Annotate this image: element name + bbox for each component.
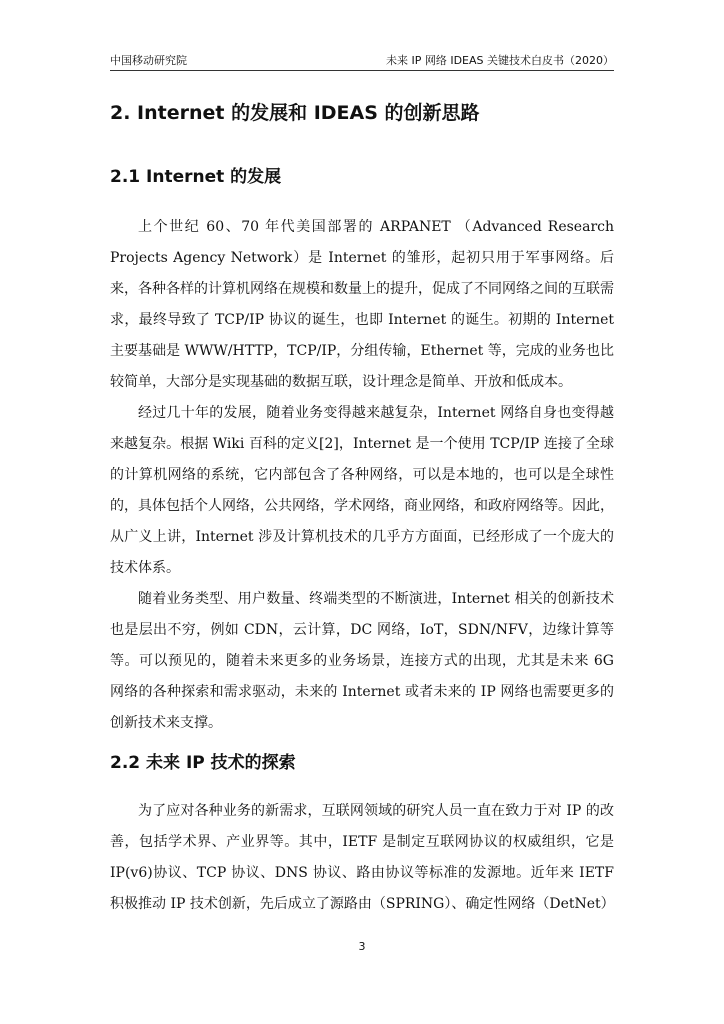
page-number: 3 (358, 940, 366, 953)
subsection-title-2-2: 2.2 未来 IP 技术的探索 (110, 753, 296, 773)
header-organization: 中国移动研究院 (110, 54, 187, 67)
paragraph: 上个世纪 60、70 年代美国部署的 ARPANET （Advanced Research Projects Agency Network）是 Internet 的雏形，起初只用于军事网络。后来，各种各样的计算机网络在规模和数量上的提升，促成了不同网络之间的互联需求，最终导致了 TCP/IP 协议的诞生，也即 Internet 的诞生。初期的 Internet 主要基础是 WWW/HTTP，TCP/IP，分组传输，Ethernet 等，完成的业务也比较简单，大部分是实现基础的数据互联，设计理念是简单、开放和低成本。 (110, 219, 614, 390)
paragraph: 为了应对各种业务的新需求，互联网领域的研究人员一直在致力于对 IP 的改善，包括学术界、产业界等。其中，IETF 是制定互联网协议的权威组织，它是 IP(v6)协议、TCP 协议、DNS 协议、路由协议等标准的发源地。近年来 IETF 积极推动 IP 技术创新，先后成立了源路由（SPRING）、确定性网络（DetNet） (110, 803, 615, 912)
header-document-title: 未来 IP 网络 IDEAS 关键技术白皮书（2020） (385, 54, 614, 67)
subsection-2-1-body (110, 212, 614, 739)
subsection-2-2-body (110, 796, 614, 920)
page-header (110, 50, 614, 71)
section-title: 2. Internet 的发展和 IDEAS 的创新思路 (110, 102, 480, 124)
paragraph: 随着业务类型、用户数量、终端类型的不断演进，Internet 相关的创新技术也是层出不穷，例如 CDN，云计算，DC 网络，IoT，SDN/NFV，边缘计算等等。可以预见的，随着未来更多的业务场景，连接方式的出现，尤其是未来 6G 网络的各种探索和需求驱动，未来的 Internet 或者未来的 IP 网络也需要更多的创新技术来支撑。 (110, 591, 614, 731)
subsection-title-2-1: 2.1 Internet 的发展 (110, 167, 282, 187)
paragraph: 经过几十年的发展，随着业务变得越来越复杂，Internet 网络自身也变得越来越复杂。根据 Wiki 百科的定义[2]，Internet 是一个使用 TCP/IP 连接了全球的计算机网络的系统，它内部包含了各种网络，可以是本地的，也可以是全球性的，具体包括个人网络，公共网络，学术网络，商业网络，和政府网络等。因此，从广义上讲，Internet 涉及计算机技术的几乎方方面面，已经形成了一个庞大的技术体系。 (110, 405, 614, 576)
